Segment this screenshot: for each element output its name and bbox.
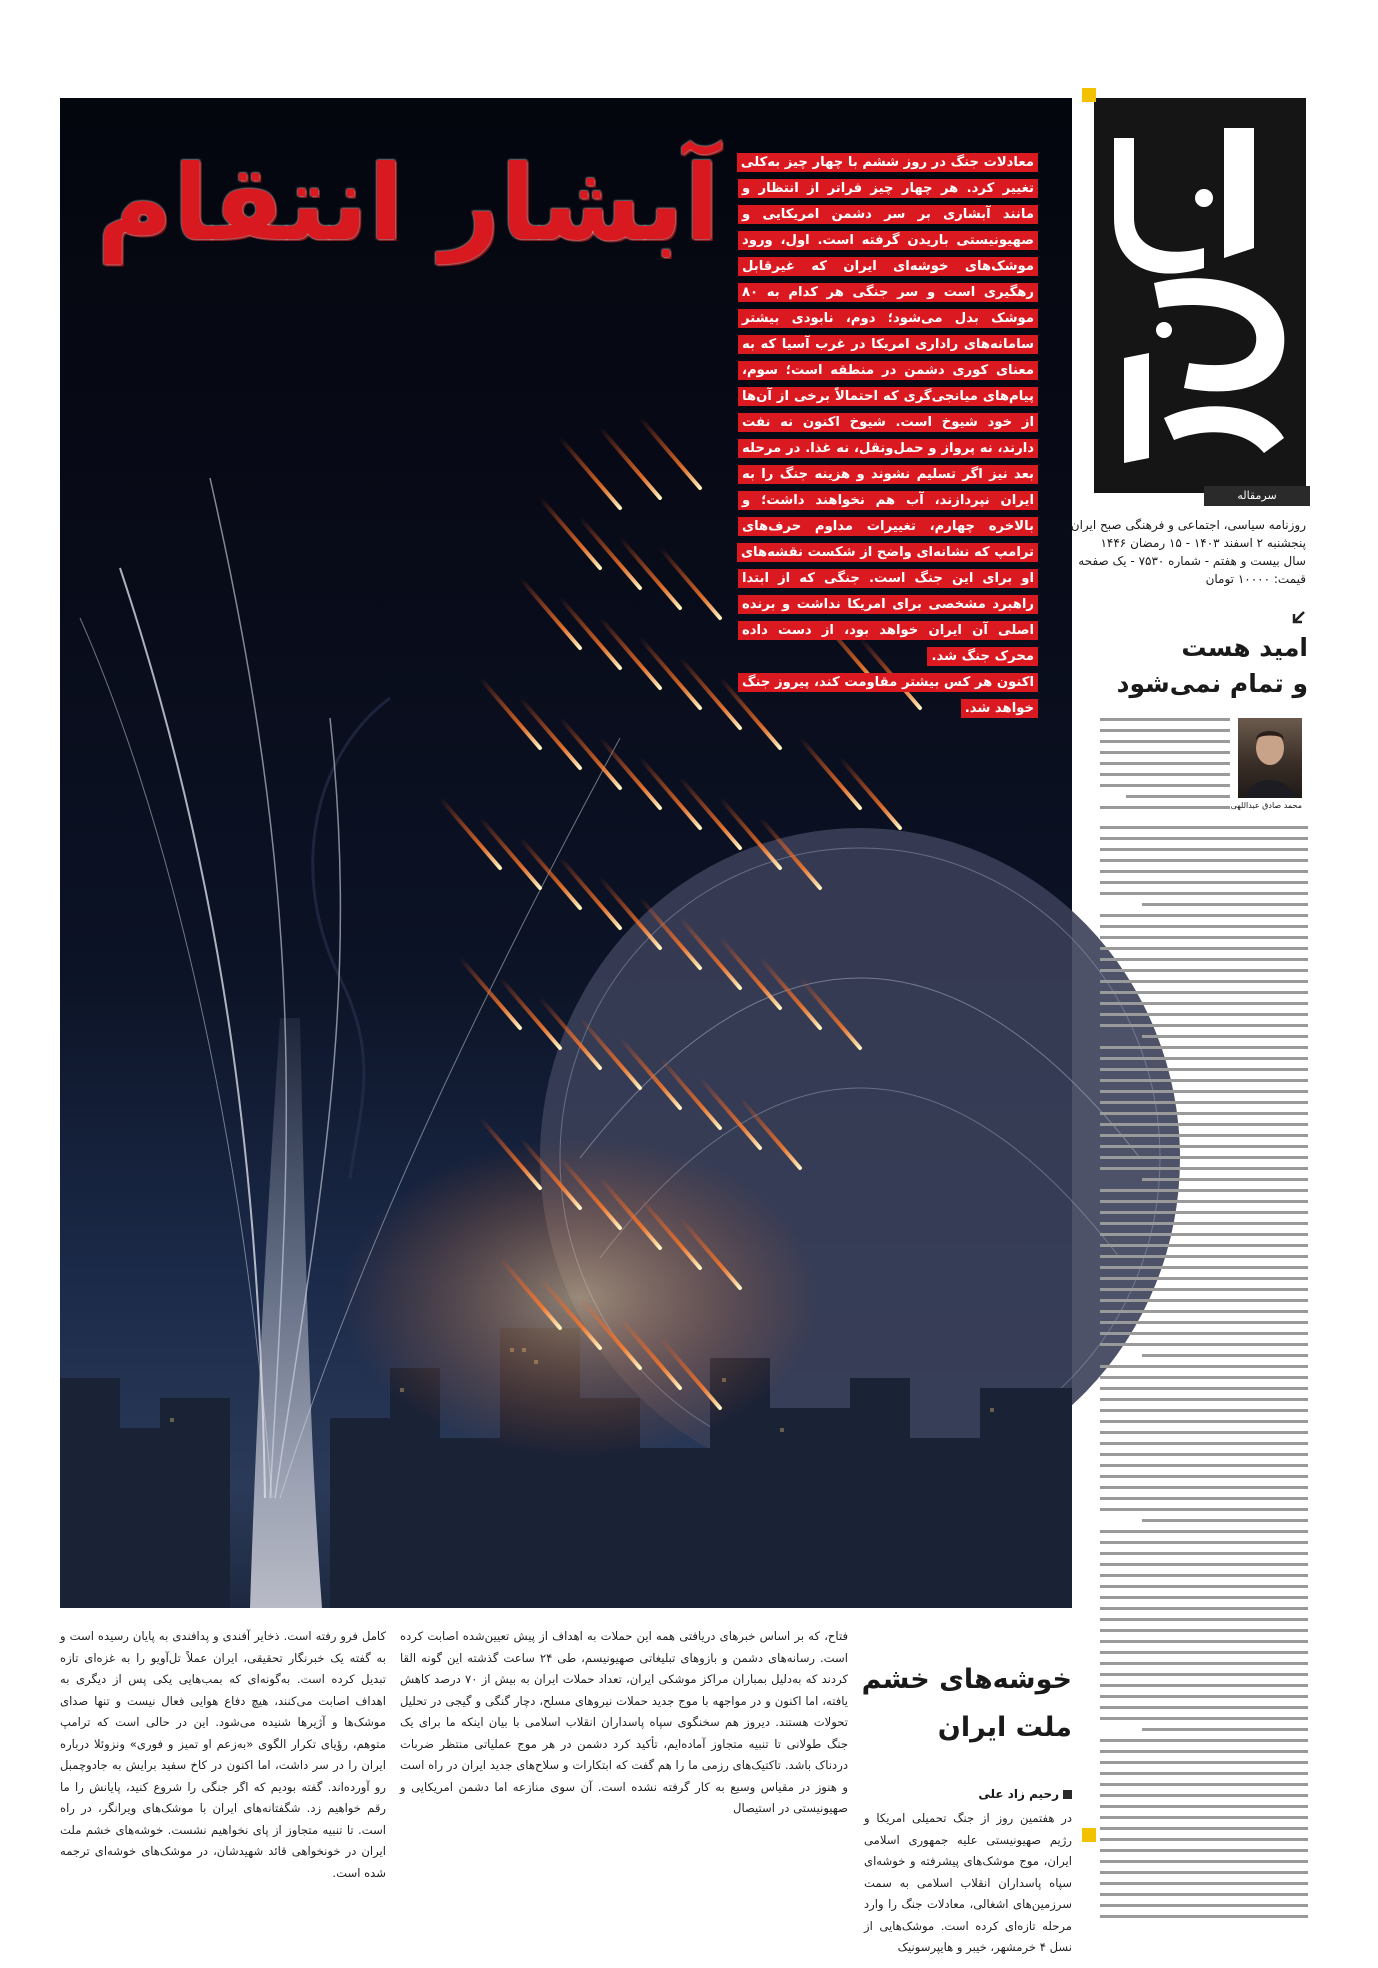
byline-author: رحیم زاد علی xyxy=(978,1787,1059,1801)
editorial-title-line: و تمام نمی‌شود xyxy=(1116,669,1308,698)
article-column xyxy=(60,1626,386,1960)
author-name: محمد صادق عبداللهی xyxy=(1230,801,1302,810)
arrow-icon xyxy=(1290,608,1308,626)
article-column xyxy=(864,1808,1072,1958)
main-headline: آبشار انتقام xyxy=(96,142,720,264)
article-title-line: ملت ایران xyxy=(937,1712,1072,1743)
author-photo xyxy=(1238,718,1302,798)
lead-paragraph: معادلات جنگ در روز ششم با چهار چیز به‌کلی تغییر کرد. هر چهار چیز فراتر از انتظار و مانند آبشاری بر سر دشمن امریکایی و صهیونیستی باریدن گرفته است. اول، ورود موشک‌های خوشه‌ای ایران که غیرقابل رهگیری است و سر جنگی هر کدام به ۸۰ موشک بدل می‌شود؛ دوم، نابودی بیشتر سامانه‌های راداری امریکا در غرب آسیا که به معنای کوری دشمن در منطقه است؛ سوم، پیام‌های میانجی‌گری که احتمالاً برخی از آن‌ها از خود شیوخ است. شیوخ اکنون نه نفت دارند، نه پرواز و حمل‌ونقل، نه غذا. در مرحله بعد نیز اگر تسلیم نشوند و هزینه جنگ را به ایران نپردازند، آب هم نخواهند داشت؛ و بالاخره چهارم، تغییرات مداوم حرف‌های ترامپ که نشانه‌ای واضح از شکست نقشه‌های او برای این جنگ است. جنگی که از ابتدا راهبرد مشخصی برای امریکا نداشت و برنده اصلی آن ایران خواهد بود، از دست داده محرک جنگ شد. xyxy=(737,153,1038,666)
article-title-line: خوشه‌های خشم xyxy=(861,1664,1072,1695)
lead-paragraph: اکنون هر کس بیشتر مقاومت کند، پیروز جنگ خواهد شد. xyxy=(738,673,1038,718)
section-label: سرمقاله xyxy=(1204,486,1310,506)
article-paragraph: در هفتمین روز از جنگ تحمیلی امریکا و رژیم صهیونیستی علیه جمهوری اسلامی ایران، موج موشک‌های پیشرفته و خوشه‌ای سپاه پاسداران انقلاب اسلامی به سمت سرزمین‌های اشغالی، معادلات جنگ را وارد مرحله تازه‌ای کرده است. موشک‌هایی از نسل ۴ خرمشهر، خیبر و هایپرسونیک xyxy=(864,1811,1072,1954)
issue-info-line: روزنامه سیاسی، اجتماعی و فرهنگی صبح ایران xyxy=(1070,518,1306,532)
article-title xyxy=(861,1656,1072,1752)
issue-info-line: سال بیست و هفتم - شماره ۷۵۳۰ - یک صفحه xyxy=(1078,554,1306,568)
editorial-column xyxy=(1070,0,1322,1968)
editorial-body-text xyxy=(1100,826,1308,1956)
person-icon xyxy=(1238,718,1302,798)
editorial-body-text xyxy=(1100,718,1230,818)
issue-info-line: پنجشنبه ۲ اسفند ۱۴۰۳ - ۱۵ رمضان ۱۴۴۶ xyxy=(1100,536,1306,550)
issue-info-line: قیمت: ۱۰۰۰۰ تومان xyxy=(1205,572,1306,586)
article-column xyxy=(400,1626,848,1960)
article-paragraph: کامل فرو رفته است. ذخایر آفندی و پدافندی به پایان رسیده است و به گفته یک خبرنگار تحقیقی، ایران عملاً تل‌آویو را به غزه‌ای تازه تبدیل کرده است. به‌گونه‌ای که بمب‌هایی یکی پس از دیگری به اهداف اصابت می‌کنند، هیچ دفاع هوایی فعال نیست و تنها صدای موشک‌ها و آژیرها شنیده می‌شود. این در حالی است که ترامپ متوهم، رؤیای تکرار الگوی «به‌زعم او تمیز و فوری» ونزوئلا درباره ایران را در سر داشت، اما اکنون در کاخ سفید برایش به جادوچمبل رو آورده‌اند. گفته بودیم که اگر جنگی را شروع کنید، پایانش را ما رقم خواهیم زد. شگفتانه‌های ایران با موشک‌های ویرانگر، در راه است. تا تنبیه متجاوز از پای نخواهیم نشست. خوشه‌های خشم ملت ایران در خونخواهی قائد شهیدشان، در موشک‌های خوشه‌ای ترجمه شده است. xyxy=(60,1629,386,1880)
lead-text-box xyxy=(738,150,1038,722)
editorial-title xyxy=(1092,630,1308,702)
article-paragraph: فتاح، که بر اساس خبرهای دریافتی همه این حملات به اهداف از پیش تعیین‌شده اصابت کرده است. رسانه‌های دشمن و بازوهای تبلیغاتی صهیونیسم، طی ۲۴ ساعت گذشته این گونه القا کردند که به‌دلیل بمباران مراکز موشکی ایران، تعداد حملات ایران به بیش از ۷۰ درصد کاهش یافته، اما اکنون و در مواجهه با موج جدید حملات نیروهای مسلح، دچار گنگی و گیجی در تحلیل تحولات هستند. دیروز هم سخنگوی سپاه پاسداران انقلاب اسلامی با بیان اینکه ما برای یک جنگ طولانی تا تنبیه متجاوز آماده‌ایم، تأکید کرد دشمن در هر موج عملیاتی منتظر ضربات دردناک باشد. تاکتیک‌های رزمی ما را هم گفت که ابتکارات و سلاح‌های جدید ایران در راه است و هنوز در مقیاس وسیع به کار گرفته نشده است. آن سوی منازعه اما دشمن امریکایی و صهیونیستی در استیصال xyxy=(400,1629,848,1815)
editorial-title-line: امید هست xyxy=(1181,633,1308,662)
byline-square-icon xyxy=(1063,1790,1072,1799)
article-byline xyxy=(880,1786,1072,1802)
